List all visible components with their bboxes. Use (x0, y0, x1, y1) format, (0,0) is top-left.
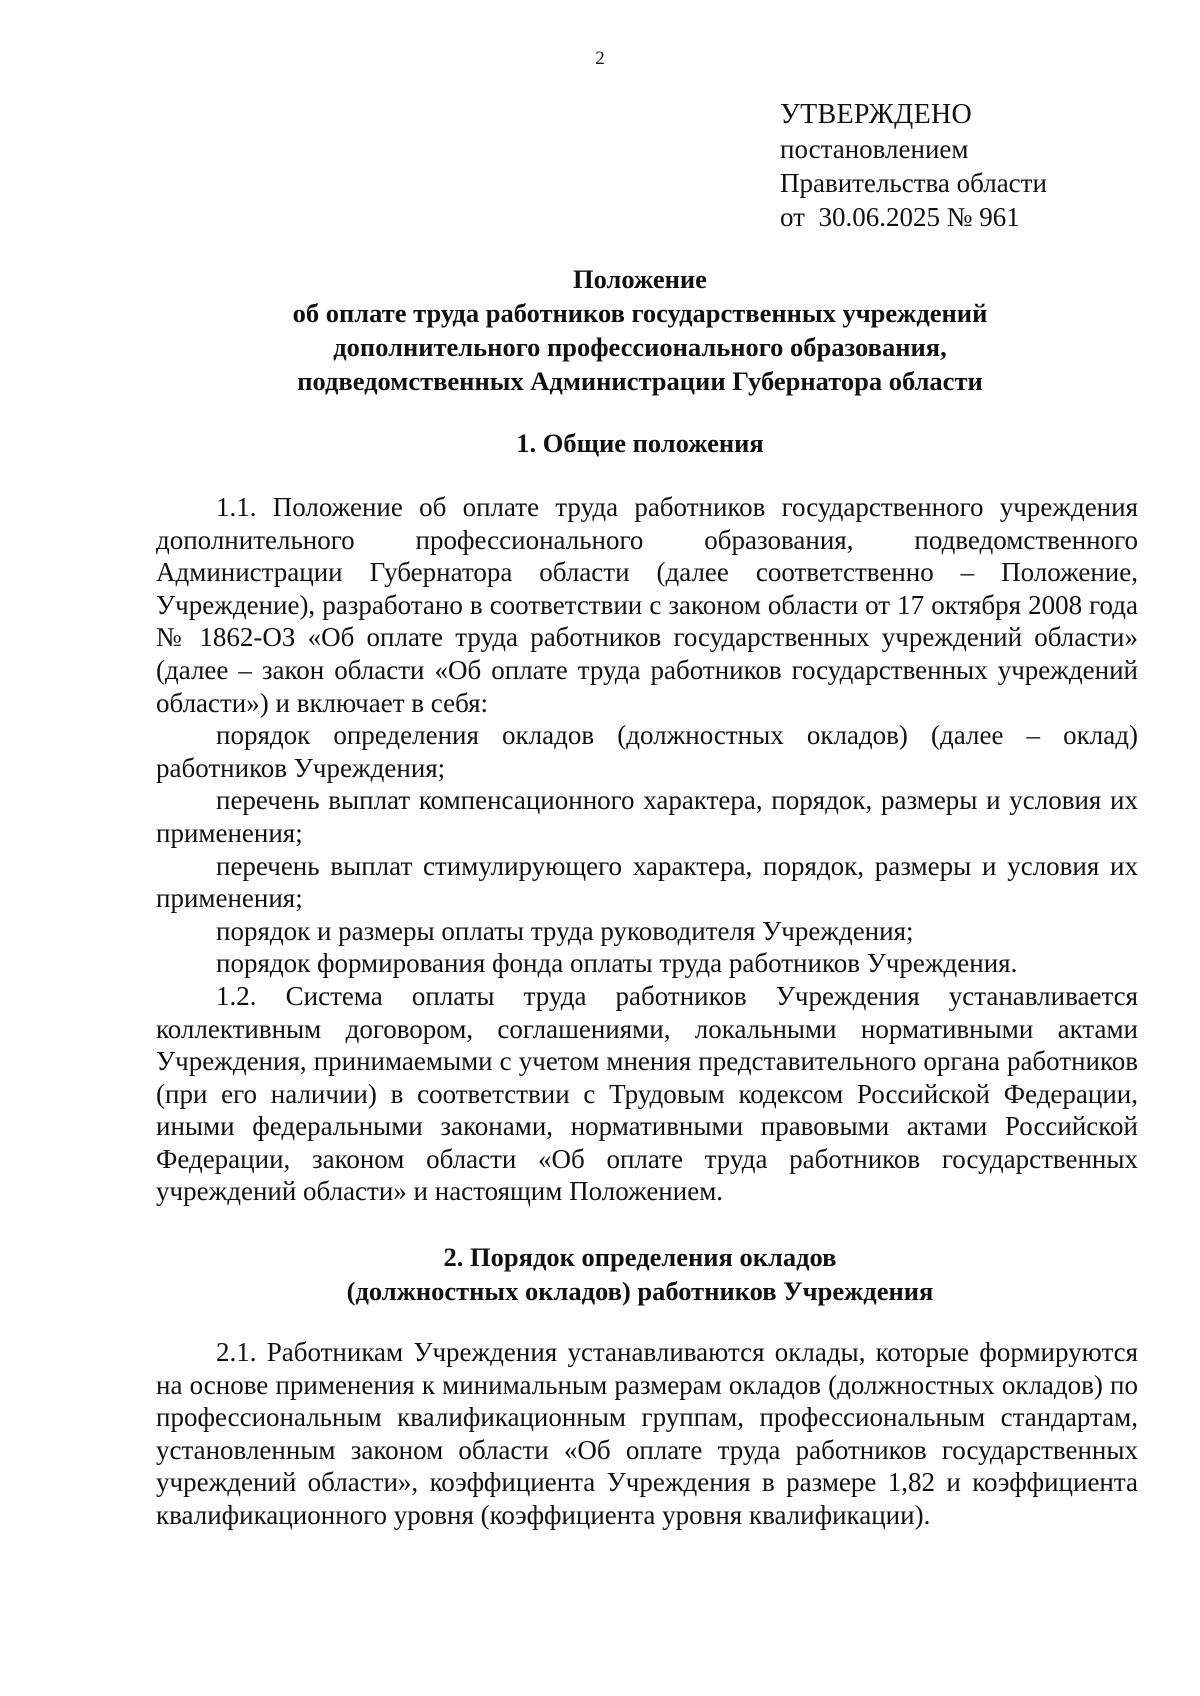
section-2-heading (150, 1240, 1130, 1308)
approval-line-2: Правительства области (780, 168, 1047, 198)
section-1-body (156, 491, 1138, 1208)
paragraph-2-1: 2.1. Работникам Учреждения устанавливаются оклады, которые формируются на основе применения к минимальным размерам окладов (должностных окладов) по профессиональным квалификационным группам, профессиональным стандартам, установленным законом области «Об оплате труда работников государственных учреждений области», коэффициента Учреждения в размере 1,82 и коэффициента квалификационного уровня (коэффициента уровня квалификации). (156, 1337, 1138, 1530)
approval-line-1: постановлением (780, 134, 969, 164)
section-2-heading-line-2: (должностных окладов) работников Учреждения (346, 1276, 934, 1306)
list-item-head-pay: порядок и размеры оплаты труда руководителя Учреждения; (216, 915, 914, 946)
paragraph-1-1: 1.1. Положение об оплате труда работников государственного учреждения дополнительного профессионального образования, подведомственного Администрации Губернатора области (далее соответственно – Положение, Учреждение), разработано в соответствии с законом области от 17 октября 2008 года № 1862-ОЗ «Об оплате труда работников государственных учреждений области» (далее – закон области «Об оплате труда работников государственных учреждений области») и включает в себя: (156, 492, 1138, 718)
list-item-compensation: перечень выплат компенсационного характера, порядок, размеры и условия их применения; (156, 785, 1138, 848)
approval-line-3: от 30.06.2025 № 961 (780, 202, 1020, 232)
section-2-heading-line-1: 2. Порядок определения окладов (443, 1242, 837, 1272)
list-item-incentive: перечень выплат стимулирующего характера, порядок, размеры и условия их применения; (156, 850, 1138, 914)
approval-heading: УТВЕРЖДЕНО (780, 99, 973, 130)
approval-stamp-block (780, 98, 1047, 234)
paragraph-1-2: 1.2. Система оплаты труда работников Учреждения устанавливается коллективным договором, соглашениями, локальными нормативными актами Учреждения, принимаемыми с учетом мнения представительного органа работников (при его наличии) в соответствии с Трудовым кодексом Российской Федерации, иными федеральными законами, нормативными правовыми актами Российской Федерации, законом области «Об оплате труда работников государственных учреждений области» и настоящим Положением. (156, 980, 1138, 1207)
title-line-1: Положение (573, 264, 707, 294)
document-title (150, 262, 1130, 398)
page-number: 2 (595, 48, 605, 69)
list-item-payroll-fund: порядок формирования фонда оплаты труда работников Учреждения. (216, 948, 1018, 979)
title-line-4: подведомственных Администрации Губернатора области (297, 366, 983, 396)
title-line-3: дополнительного профессионального образования, (333, 332, 947, 362)
section-1-heading: 1. Общие положения (516, 428, 764, 458)
title-line-2: об оплате труда работников государственных учреждений (292, 298, 988, 328)
list-item-salaries: порядок определения окладов (должностных окладов) (далее – оклад) работников Учреждения; (156, 720, 1138, 783)
section-2-body (156, 1336, 1138, 1532)
